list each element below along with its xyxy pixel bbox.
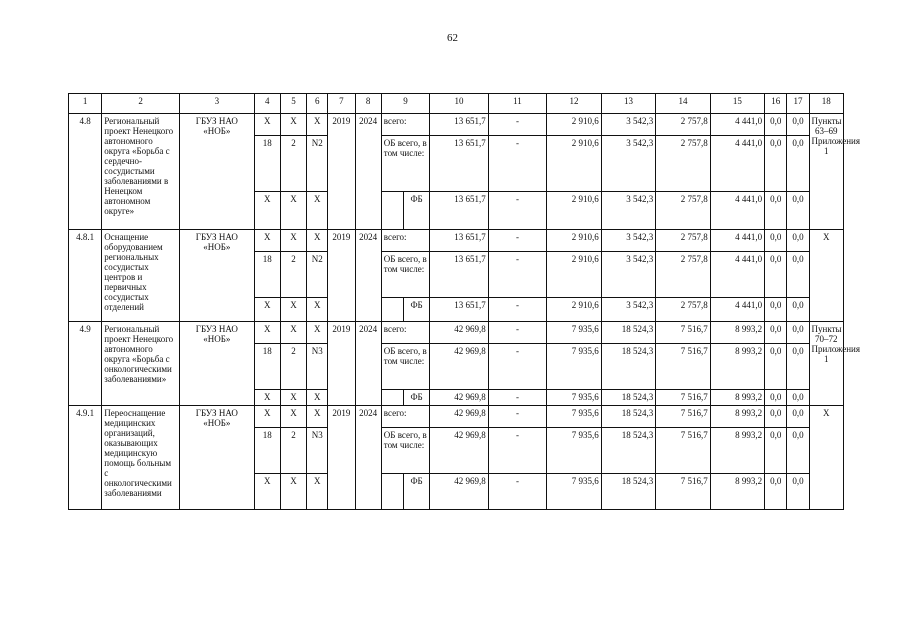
header-cell: 8	[355, 94, 381, 114]
header-cell: 11	[488, 94, 547, 114]
start-year: 2019	[328, 322, 355, 406]
col17-value: 0,0	[787, 390, 809, 406]
col15-value: 8 993,2	[710, 406, 764, 428]
row-number: 4.8	[69, 114, 102, 230]
header-cell: 16	[765, 94, 787, 114]
header-cell: 17	[787, 94, 809, 114]
ob-label: ОБ всего, в том числе:	[381, 428, 429, 474]
col12-value: 2 910,6	[547, 114, 601, 136]
x-mark: Х	[280, 406, 306, 428]
x-mark: Х	[254, 192, 280, 230]
table-row	[69, 322, 844, 344]
col13-value: 3 542,3	[601, 230, 655, 252]
col13-value: 18 524,3	[601, 322, 655, 344]
col14-value: 2 757,8	[656, 298, 710, 322]
event-name: Переоснащение медицинских организаций, оказывающих медицинскую помощь больным с онкологическими заболеваниями	[102, 406, 180, 510]
header-cell: 2	[102, 94, 180, 114]
col14-value: 2 757,8	[656, 136, 710, 192]
col13-value: 3 542,3	[601, 298, 655, 322]
x-mark: Х	[280, 114, 306, 136]
col11-value: -	[488, 322, 547, 344]
note: Пункты 63–69 Приложения 1	[809, 114, 843, 230]
x-mark: Х	[307, 114, 328, 136]
col11-value: -	[488, 428, 547, 474]
col16-value: 0,0	[765, 428, 787, 474]
header-cell: 12	[547, 94, 601, 114]
col17-value: 0,0	[787, 344, 809, 390]
header-cell: 13	[601, 94, 655, 114]
x-mark: Х	[307, 406, 328, 428]
ob-label: ОБ всего, в том числе:	[381, 344, 429, 390]
total-value: 42 969,8	[430, 322, 489, 344]
total-value: 42 969,8	[430, 406, 489, 428]
col12-value: 2 910,6	[547, 192, 601, 230]
col6-code: N3	[307, 344, 328, 390]
executor: ГБУЗ НАО «НОБ»	[179, 230, 254, 322]
x-mark: Х	[254, 114, 280, 136]
col12-value: 7 935,6	[547, 474, 601, 510]
total-label: всего:	[381, 322, 429, 344]
x-mark: Х	[280, 390, 306, 406]
col5-code: 2	[280, 344, 306, 390]
col15-value: 4 441,0	[710, 230, 764, 252]
col12-value: 2 910,6	[547, 298, 601, 322]
col12-value: 2 910,6	[547, 252, 601, 298]
col15-value: 8 993,2	[710, 474, 764, 510]
col6-code: N2	[307, 252, 328, 298]
col11-value: -	[488, 406, 547, 428]
col15-value: 8 993,2	[710, 344, 764, 390]
executor: ГБУЗ НАО «НОБ»	[179, 406, 254, 510]
col12-value: 7 935,6	[547, 322, 601, 344]
col11-value: -	[488, 474, 547, 510]
col17-value: 0,0	[787, 428, 809, 474]
col14-value: 7 516,7	[656, 390, 710, 406]
event-name: Региональный проект Ненецкого автономного округа «Борьба с онкологическими заболеваниями»	[102, 322, 180, 406]
header-cell: 9	[381, 94, 429, 114]
col14-value: 7 516,7	[656, 474, 710, 510]
header-cell: 4	[254, 94, 280, 114]
end-year: 2024	[355, 230, 381, 322]
col14-value: 7 516,7	[656, 428, 710, 474]
total-value: 42 969,8	[430, 428, 489, 474]
note: Пункты 70–72 Приложения 1	[809, 322, 843, 406]
x-mark: Х	[307, 474, 328, 510]
total-value: 13 651,7	[430, 114, 489, 136]
end-year: 2024	[355, 322, 381, 406]
col14-value: 7 516,7	[656, 406, 710, 428]
col14-value: 2 757,8	[656, 114, 710, 136]
col13-value: 18 524,3	[601, 390, 655, 406]
col12-value: 7 935,6	[547, 428, 601, 474]
col12-value: 7 935,6	[547, 344, 601, 390]
col16-value: 0,0	[765, 230, 787, 252]
start-year: 2019	[328, 230, 355, 322]
x-mark: Х	[307, 390, 328, 406]
col14-value: 7 516,7	[656, 322, 710, 344]
ob-label: ОБ всего, в том числе:	[381, 136, 429, 192]
table-row	[69, 406, 844, 428]
col15-value: 4 441,0	[710, 252, 764, 298]
table-row	[69, 230, 844, 252]
total-label: всего:	[381, 406, 429, 428]
col17-value: 0,0	[787, 298, 809, 322]
start-year: 2019	[328, 406, 355, 510]
total-value: 13 651,7	[430, 230, 489, 252]
col6-code: N2	[307, 136, 328, 192]
indent-cell	[381, 192, 403, 230]
x-mark: Х	[254, 230, 280, 252]
col11-value: -	[488, 252, 547, 298]
col15-value: 4 441,0	[710, 298, 764, 322]
total-value: 42 969,8	[430, 474, 489, 510]
col12-value: 7 935,6	[547, 406, 601, 428]
col6-code: N3	[307, 428, 328, 474]
col4-code: 18	[254, 252, 280, 298]
x-mark: Х	[307, 298, 328, 322]
page-number: 62	[447, 32, 458, 44]
col16-value: 0,0	[765, 474, 787, 510]
header-row	[69, 94, 844, 114]
col15-value: 8 993,2	[710, 428, 764, 474]
row-number: 4.9	[69, 322, 102, 406]
col4-code: 18	[254, 428, 280, 474]
indent-cell	[381, 298, 403, 322]
x-mark: Х	[307, 192, 328, 230]
col11-value: -	[488, 344, 547, 390]
x-mark: Х	[254, 322, 280, 344]
col17-value: 0,0	[787, 252, 809, 298]
header-cell: 18	[809, 94, 843, 114]
total-label: всего:	[381, 230, 429, 252]
col5-code: 2	[280, 428, 306, 474]
col17-value: 0,0	[787, 406, 809, 428]
col17-value: 0,0	[787, 322, 809, 344]
col11-value: -	[488, 390, 547, 406]
row-number: 4.8.1	[69, 230, 102, 322]
budget-table	[68, 93, 860, 510]
executor: ГБУЗ НАО «НОБ»	[179, 114, 254, 230]
col17-value: 0,0	[787, 192, 809, 230]
x-mark: Х	[280, 230, 306, 252]
col16-value: 0,0	[765, 298, 787, 322]
col15-value: 8 993,2	[710, 322, 764, 344]
end-year: 2024	[355, 406, 381, 510]
col16-value: 0,0	[765, 322, 787, 344]
col15-value: 4 441,0	[710, 192, 764, 230]
table-row	[69, 114, 844, 136]
col16-value: 0,0	[765, 390, 787, 406]
header-cell: 7	[328, 94, 355, 114]
x-mark: Х	[254, 298, 280, 322]
header-cell: 10	[430, 94, 489, 114]
col11-value: -	[488, 136, 547, 192]
executor: ГБУЗ НАО «НОБ»	[179, 322, 254, 406]
col14-value: 2 757,8	[656, 230, 710, 252]
col5-code: 2	[280, 136, 306, 192]
start-year: 2019	[328, 114, 355, 230]
col17-value: 0,0	[787, 230, 809, 252]
col4-code: 18	[254, 136, 280, 192]
indent-cell	[381, 390, 403, 406]
col11-value: -	[488, 230, 547, 252]
col16-value: 0,0	[765, 406, 787, 428]
col13-value: 18 524,3	[601, 344, 655, 390]
event-name: Оснащение оборудованием региональных сосудистых центров и первичных сосудистых отделений	[102, 230, 180, 322]
col4-code: 18	[254, 344, 280, 390]
col16-value: 0,0	[765, 252, 787, 298]
col16-value: 0,0	[765, 192, 787, 230]
header-cell: 14	[656, 94, 710, 114]
total-value: 13 651,7	[430, 252, 489, 298]
col16-value: 0,0	[765, 114, 787, 136]
x-mark: Х	[307, 230, 328, 252]
col14-value: 2 757,8	[656, 252, 710, 298]
col13-value: 3 542,3	[601, 252, 655, 298]
col14-value: 2 757,8	[656, 192, 710, 230]
x-mark: Х	[254, 474, 280, 510]
x-mark: Х	[307, 322, 328, 344]
col11-value: -	[488, 298, 547, 322]
col13-value: 18 524,3	[601, 474, 655, 510]
col13-value: 18 524,3	[601, 406, 655, 428]
indent-cell	[381, 474, 403, 510]
col12-value: 2 910,6	[547, 230, 601, 252]
col5-code: 2	[280, 252, 306, 298]
fb-label: ФБ	[403, 390, 429, 406]
header-cell: 15	[710, 94, 764, 114]
header-cell: 5	[280, 94, 306, 114]
col15-value: 4 441,0	[710, 114, 764, 136]
x-mark: Х	[280, 474, 306, 510]
total-label: всего:	[381, 114, 429, 136]
col17-value: 0,0	[787, 136, 809, 192]
total-value: 13 651,7	[430, 136, 489, 192]
col11-value: -	[488, 114, 547, 136]
col17-value: 0,0	[787, 114, 809, 136]
header-cell: 6	[307, 94, 328, 114]
header-cell: 3	[179, 94, 254, 114]
row-number: 4.9.1	[69, 406, 102, 510]
note: Х	[809, 230, 843, 322]
x-mark: Х	[280, 192, 306, 230]
x-mark: Х	[254, 406, 280, 428]
x-mark: Х	[280, 298, 306, 322]
col17-value: 0,0	[787, 474, 809, 510]
fb-label: ФБ	[403, 474, 429, 510]
x-mark: Х	[254, 390, 280, 406]
header-cell: 1	[69, 94, 102, 114]
col12-value: 2 910,6	[547, 136, 601, 192]
total-value: 13 651,7	[430, 298, 489, 322]
note: Х	[809, 406, 843, 510]
col15-value: 8 993,2	[710, 390, 764, 406]
col14-value: 7 516,7	[656, 344, 710, 390]
col16-value: 0,0	[765, 344, 787, 390]
total-value: 13 651,7	[430, 192, 489, 230]
ob-label: ОБ всего, в том числе:	[381, 252, 429, 298]
fb-label: ФБ	[403, 192, 429, 230]
col15-value: 4 441,0	[710, 136, 764, 192]
col13-value: 3 542,3	[601, 114, 655, 136]
col13-value: 18 524,3	[601, 428, 655, 474]
total-value: 42 969,8	[430, 344, 489, 390]
col16-value: 0,0	[765, 136, 787, 192]
col12-value: 7 935,6	[547, 390, 601, 406]
fb-label: ФБ	[403, 298, 429, 322]
event-name: Региональный проект Ненецкого автономного округа «Борьба с сердечно-сосудистыми заболеваниями в Ненецком автономном округе»	[102, 114, 180, 230]
col11-value: -	[488, 192, 547, 230]
total-value: 42 969,8	[430, 390, 489, 406]
col13-value: 3 542,3	[601, 192, 655, 230]
x-mark: Х	[280, 322, 306, 344]
col13-value: 3 542,3	[601, 136, 655, 192]
end-year: 2024	[355, 114, 381, 230]
